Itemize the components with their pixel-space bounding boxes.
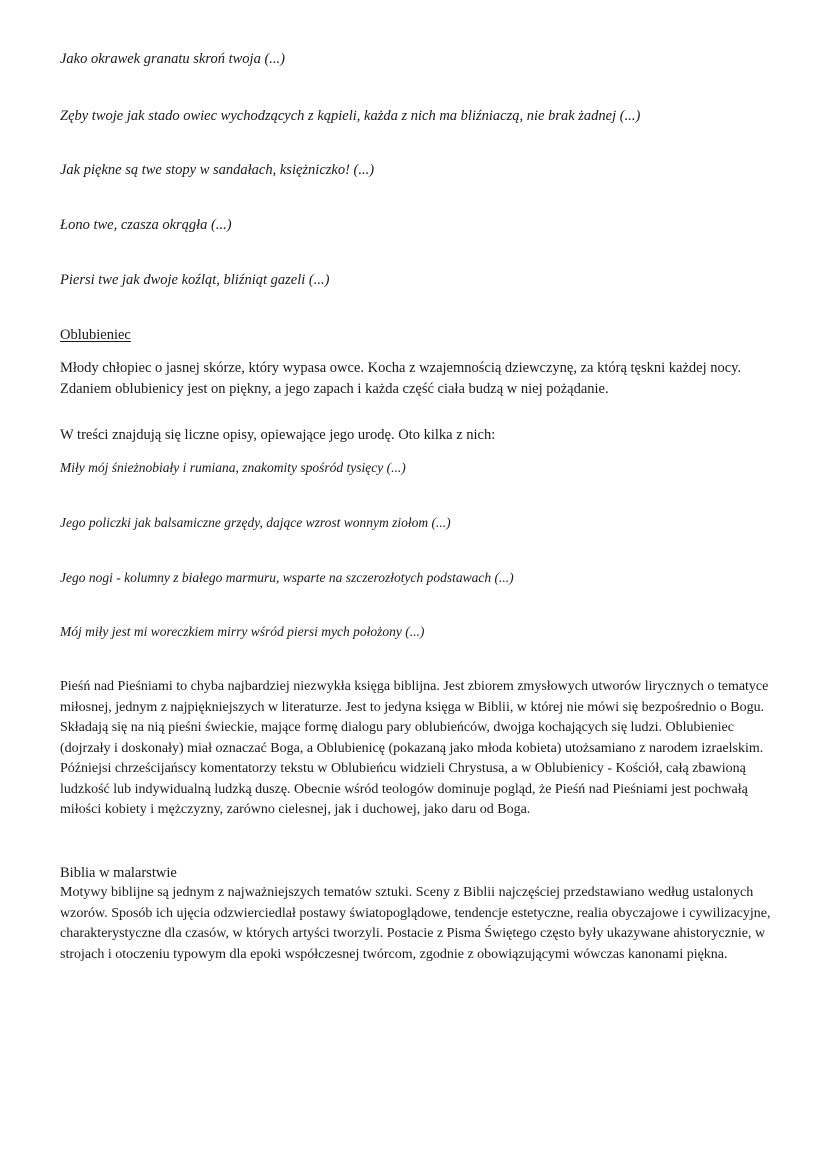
groom-description: Młody chłopiec o jasnej skórze, który wypasa owce. Kocha z wzajemnością dziewczynę, za którą tęskni każdej nocy. Zdaniem oblubienicy jest on piękny, a jego zapach i każda część ciała budzą w niej pożądanie.: [60, 360, 742, 397]
bride-quote-4: Łono twe, czasza okrągła (...): [60, 217, 232, 233]
summary-paragraph: Pieśń nad Pieśniami to chyba najbardziej niezwykła księga biblijna. Jest zbiorem zmysłowych utworów lirycznych o tematyce miłosnej, jednym z najpiękniejszych w literaturze. Jest to jedyna księga w Biblii, w której nie mówi się bezpośrednio o Bogu. Składają się na nią pieśni świeckie, mające formę dialogu pary oblubieńców, dwojga kochających się ludzi. Oblubieniec (dojrzały i doskonały) miał oznaczać Boga, a Oblubienicę (pokazaną jako młoda kobieta) utożsamiano z narodem izraelskim. Późniejsi chrześcijańscy komentatorzy tekstu w Oblubieńcu widzieli Chrystusa, a w Oblubienicy - Kościół, całą zbawioną ludzkość lub indywidualną ludzką duszę. Obecnie wśród teologów dominuje pogląd, że Pieśń nad Pieśniami jest pochwałą miłości kobiety i mężczyzny, zarówno cielesnej, jak i duchowej, jako daru od Boga.: [60, 679, 769, 817]
painting-heading: Biblia w malarstwie: [60, 865, 177, 881]
groom-quote-2: Jego policzki jak balsamiczne grzędy, dające wzrost wonnym ziołom (...): [60, 515, 451, 530]
groom-quote-4: Mój miły jest mi woreczkiem mirry wśród piersi mych położony (...): [60, 624, 425, 639]
groom-quote-1: Miły mój śnieżnobiały i rumiana, znakomity spośród tysięcy (...): [60, 460, 406, 475]
groom-intro: W treści znajdują się liczne opisy, opiewające jego urodę. Oto kilka z nich:: [60, 427, 496, 443]
bride-quote-3: Jak piękne są twe stopy w sandałach, księżniczko! (...): [60, 162, 375, 178]
groom-heading: Oblubieniec: [60, 327, 131, 343]
bride-quote-1: Jako okrawek granatu skroń twoja (...): [60, 51, 285, 67]
painting-paragraph: Motywy biblijne są jednym z najważniejszych tematów sztuki. Sceny z Biblii najczęściej przedstawiano według ustalonych wzorów. Sposób ich ujęcia odzwierciedlał postawy światopoglądowe, tendencje estetyczne, realia obyczajowe i cywilizacyjne, charakterystyczne dla czasów, w których artyści tworzyli. Postacie z Pisma Świętego często były ukazywane ahistorycznie, w strojach i otoczeniu typowym dla epoki współczesnej twórcom, zgodnie z obowiązującymi wówczas kanonami piękna.: [60, 885, 771, 962]
groom-quote-3: Jego nogi - kolumny z białego marmuru, wsparte na szczerozłotych podstawach (...): [60, 570, 514, 585]
bride-quote-5: Piersi twe jak dwoje koźląt, bliźniąt gazeli (...): [60, 272, 330, 288]
bride-quote-2: Zęby twoje jak stado owiec wychodzących z kąpieli, każda z nich ma bliźniaczą, nie brak żadnej (...): [60, 108, 641, 124]
